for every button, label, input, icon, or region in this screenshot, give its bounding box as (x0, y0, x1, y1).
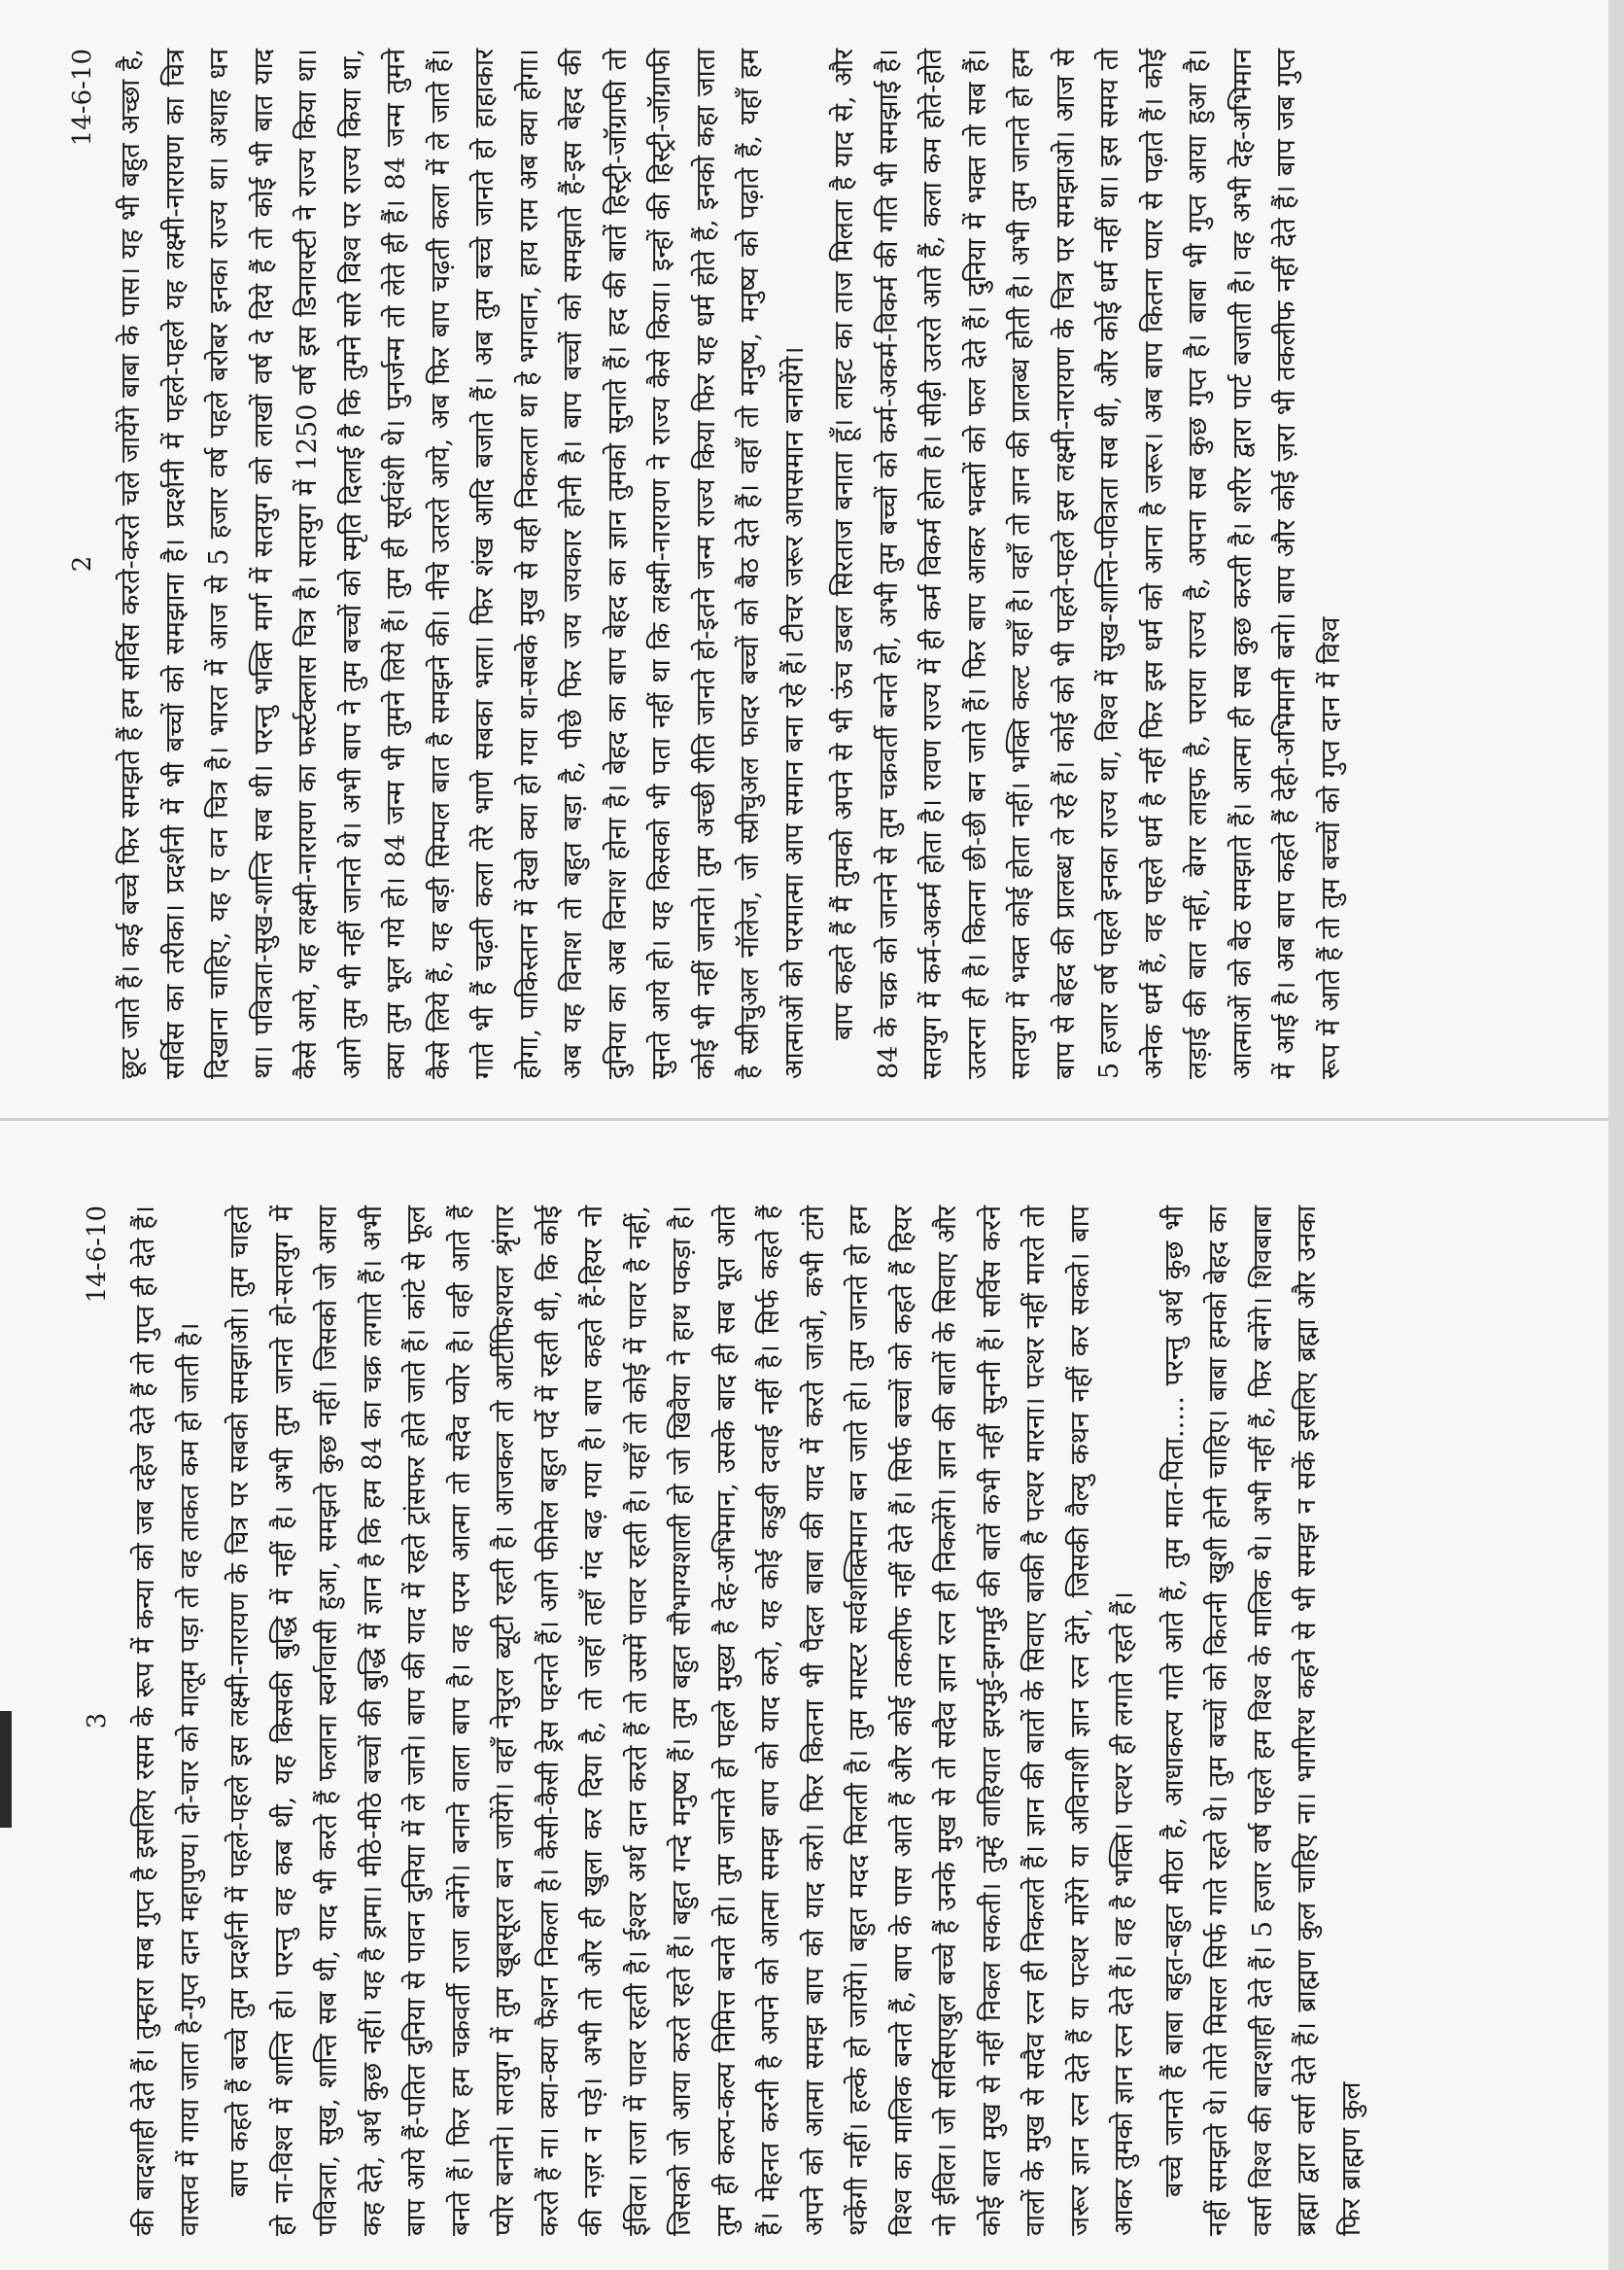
paragraph: बाप कहते हैं मैं तुमको अपने से भी ऊंच डबल सिरताज बनाता हूँ। लाइट का ताज मिलता है याद से, और 84 के चक्र को जानने से तुम चक्रवर्ती बनते हो, अभी तुम बच्चों को कर्म-अकर्म-विकर्म की गति भी समझाई है। सतयुग में कर्म-अकर्म होता है। रावण राज्य में ही कर्म विकर्म होता है। सीढ़ी उतरते आते हैं, कला कम होते-होते उतरना ही है। कितना छी-छी बन जाते हैं। फिर बाप आकर भक्तों को फल देते हैं। दुनिया में भक्त तो सब हैं। सतयुग में भक्त कोई होता नहीं। भक्ति कल्ट यहाँ है। वहाँ तो ज्ञान की प्रालब्ध होती है। अभी तुम जानते हो हम बाप से बेहद की प्रालब्ध ले रहे हैं। कोई को भी पहले-पहले इस लक्ष्मी-नारायण के चित्र पर समझाओ। आज से 5 हजार वर्ष पहले इनका राज्य था, विश्व में सुख-शान्ति-पवित्रता सब थी, और कोई धर्म नहीं था। इस समय तो अनेक धर्म हैं, वह पहले धर्म है नहीं फिर इस धर्म को आना है जरूर। अब बाप कितना प्यार से पढ़ाते हैं। कोई लड़ाई की बात नहीं, बेगर लाइफ है, पराया राज्य है, अपना सब कुछ गुप्त है। बाबा भी गुप्त आया हुआ है। आत्माओं को बैठ समझाते हैं। आत्मा ही सब कुछ करती है। शरीर द्वारा पार्ट बजाती है। वह अभी देह-अभिमान में आई है। अब बाप कहते हैं देही-अभिमानी बनो। बाप और कोई ज़रा भी तकलीफ नहीं देते हैं। बाप जब गुप्त रूप में आते हैं तो तुम बच्चों को गुप्त दान में विश्व (829, 49, 1346, 1079)
paper-edge (1608, 0, 1624, 2270)
page-2 (68, 49, 1565, 1079)
paragraph: की बादशाही देते हैं। तुम्हारा सब गुप्त है इसलिए रसम के रूप में कन्या को जब दहेज देते हैं तो गुप्त ही देते हैं। वास्तव में गाया जाता है-गुप्त दान महापुण्य। दो-चार को मालूम पड़ा तो वह ताकत कम हो जाती है। (130, 1205, 205, 2236)
page-header (83, 1205, 123, 2236)
paragraph: छूट जाते हैं। कई बच्चे फिर समझते हैं हम सर्विस करते-करते चले जायेंगे बाबा के पास। यह भी बहुत अच्छा है, सर्विस का तरीका। प्रदर्शनी में भी बच्चों को समझाना है। प्रदर्शनी में पहले-पहले यह लक्ष्मी-नारायण का चित्र दिखाना चाहिए, यह ए वन चित्र है। भारत में आज से 5 हजार वर्ष पहले बरोबर इनका राज्य था। अथाह धन था। पवित्रता-सुख-शान्ति सब थी। परन्तु भक्ति मार्ग में सतयुग को लाखों वर्ष दे दिये हैं तो कोई भी बात याद कैसे आये, यह लक्ष्मी-नारायण का फर्स्टक्लास चित्र है। सतयुग में 1250 वर्ष इस डिनायस्टी ने राज्य किया था। आगे तुम भी नहीं जानते थे। अभी बाप ने तुम बच्चों को स्मृति दिलाई है कि तुमने सारे विश्व पर राज्य किया था, क्या तुम भूल गये हो। 84 जन्म भी तुमने लिये हैं। तुम ही सूर्यवंशी थे। पुनर्जन्म तो लेते ही हैं। 84 जन्म तुमने कैसे लिये हैं, यह बड़ी सिम्पल बात है समझने की। नीचे उतरते आये, अब फिर बाप चढ़ती कला में ले जाते हैं। गाते भी हैं चढ़ती कला तेरे भाणे सबका भला। फिर शंख आदि बजाते हैं। अब तुम बच्चे जानते हो हाहाकार होगा, पाकिस्तान में देखो क्या हो गया था-सबके मुख से यही निकलता था हे भगवान, हाय राम अब क्या होगा। अब यह विनाश तो बहुत बड़ा है, पीछे फिर जय जयकार होनी है। बाप बच्चों को समझाते हैं-इस बेहद की दुनिया का अब विनाश होना है। बेहद का बाप बेहद का ज्ञान तुमको सुनाते हैं। हद की बातें हिस्ट्री-जॉग्राफी तो सुनते आये हो। यह किसको भी पता नहीं था कि लक्ष्मी-नारायण ने राज्य कैसे किया। इन्हों की हिस्ट्री-जॉग्राफी कोई भी नहीं जानते। तुम अच्छी रीति जानते हो-इतने जन्म राज्य किया फिर यह धर्म होते हैं, इनको कहा जाता है स्प्रीचुअल नॉलेज, जो स्प्रीचुअल फादर बच्चों को बैठ देते हैं। वहाँ तो मनुष्य, मनुष्य को पढ़ाते हैं, यहाँ हम आत्माओं को परमात्मा आप समान बना रहे हैं। टीचर जरूर आपसमान बनायेंगे। (116, 49, 810, 1079)
page-fold (0, 1118, 1624, 1121)
page-number: 3 (83, 1712, 112, 1729)
page-3 (83, 1205, 1579, 2236)
binding-mark (0, 1711, 12, 1828)
page-header (68, 49, 109, 1079)
paragraph: बच्चे जानते हैं बाबा बहुत-बहुत मीठा है, आधाकल्प गाते आते हैं, तुम मात-पिता..... परन्तु अर्थ कुछ भी नहीं समझते थे। तोते मिसल सिर्फ गाते रहते थे। तुम बच्चों को कितनी खुशी होनी चाहिए। बाबा हमको बेहद का वर्सा विश्व की बादशाही देते हैं। 5 हजार वर्ष पहले हम विश्व के मालिक थे। अभी नहीं हैं, फिर बनेंगे। शिवबाबा ब्रह्मा द्वारा वर्सा देते हैं। ब्राह्मण कुल चाहिए ना। भागीरथ कहने से भी समझ न सकें इसलिए ब्रह्मा और उनका फिर ब्राह्मण कुल (1158, 1205, 1366, 2236)
page-number: 2 (68, 555, 97, 573)
page-date: 14-6-10 (68, 49, 97, 147)
paragraph: बाप कहते हैं बच्चे तुम प्रदर्शनी में पहले-पहले इस लक्ष्मी-नारायण के चित्र पर सबको समझाओ। तुम चाहते हो ना-विश्व में शान्ति हो। परन्तु वह कब थी, यह किसकी बुद्धि में नहीं है। अभी तुम जानते हो-सतयुग में पवित्रता, सुख, शान्ति सब थी, याद भी करते हैं फलाना स्वर्गवासी हुआ, समझते कुछ नहीं। जिसको जो आया कह देते, अर्थ कुछ नहीं। यह है ड्रामा। मीठे-मीठे बच्चों की बुद्धि में ज्ञान है कि हम 84 का चक्र लगाते हैं। अभी बाप आये हैं-पतित दुनिया से पावन दुनिया में ले जाने। बाप की याद में रहते ट्रांसफर होते जाते हैं। कांटे से फूल बनते हैं। फिर हम चक्रवर्ती राजा बनेंगे। बनाने वाला बाप है। वह परम आत्मा तो सदैव प्योर है। वही आते हैं प्योर बनाने। सतयुग में तुम खूबसूरत बन जायेंगे। वहाँ नेचुरल ब्यूटी रहती है। आजकल तो आर्टीफिशयल श्रृंगार करते हैं ना। क्या-क्या फैशन निकला है। कैसी-कैसी ड्रेस पहनते हैं। आगे फीमेल बहुत पर्दे में रहती थी, कि कोई की नज़र न पड़े। अभी तो और ही खुला कर दिया है, तो जहाँ तहाँ गंद बढ़ गया है। बाप कहते हैं-हियर नो ईविल। राजा में पावर रहती है। ईश्वर अर्थ दान करते हैं तो उसमें पावर रहती है। यहाँ तो कोई में पावर है नहीं, जिसको जो आया करते रहते हैं। बहुत गन्दे मनुष्य हैं। तुम बहुत सौभाग्यशाली हो जो खिवैया ने हाथ पकड़ा है। तुम ही कल्प-कल्प निमित्त बनते हो। तुम जानते हो पहले मुख्य है देह-अभिमान, उसके बाद ही सब भूत आते हैं। मेहनत करनी है अपने को आत्मा समझ बाप को याद करो, यह कोई कडुवी दवाई नहीं है। सिर्फ कहते हैं अपने को आत्मा समझ बाप को याद करो। फिर कितना भी पैदल बाबा की याद में करते जाओ, कभी टांगे थकेंगी नहीं। हल्के हो जायेंगे। बहुत मदद मिलती है। तुम मास्टर सर्वशक्तिमान बन जाते हो। तुम जानते हो हम विश्व का मालिक बनते हैं, बाप के पास आते हैं और कोई तकलीफ नहीं देते हैं। सिर्फ बच्चों को कहते हैं हियर नो ईविल। जो सर्विसएबुल बच्चे हैं उनके मुख से तो सदैव ज्ञान रत्न ही निकलेंगे। ज्ञान की बातों के सिवाए और कोई बात मुख से नहीं निकल सकती। तुम्हें वाहियात झरमुई-झगमुई की बातें कभी नहीं सुननी हैं। सर्विस करने वालों के मुख से सदैव रत्न ही निकलते हैं। ज्ञान की बातों के सिवाए बाकी है पत्थर मारना। पत्थर नहीं मारते तो जरूर ज्ञान रत्न देते हैं या पत्थर मारेंगे या अविनाशी ज्ञान रत्न देंगे, जिसकी वैल्यु कथन नहीं कर सकते। बाप आकर तुमको ज्ञान रत्न देते हैं। वह है भक्ति। पत्थर ही लगाते रहते हैं। (225, 1205, 1139, 2236)
page-date: 14-6-10 (83, 1205, 112, 1304)
